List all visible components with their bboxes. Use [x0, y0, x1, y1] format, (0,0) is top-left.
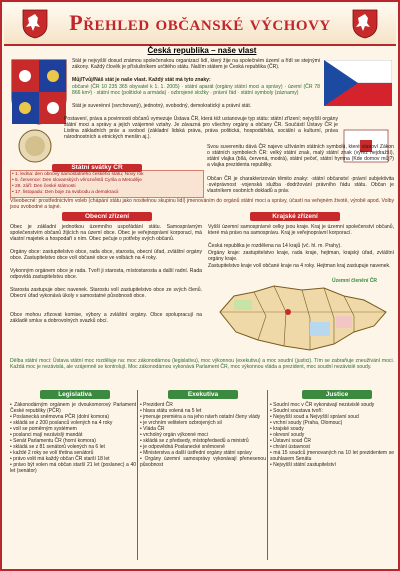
regional-text-1: Vyšší územní samosprávné celky jsou kraje. Kraj je územní společenství občanů, které má právo na samosprávu. Kraj je veřejnoprávní korporací. [208, 224, 394, 237]
list-item: • skládá se z předsedy, místopředsedů a ministrů [140, 438, 249, 444]
municipal-title: Obecní zřízení [62, 212, 152, 221]
holiday-list [12, 172, 202, 196]
list-item: • poslanci mají nezávislý mandát [10, 432, 83, 438]
list-item: • Ministerstva a další ústřední orgány státní správy [140, 450, 252, 456]
list-item: • chrání ústavnost [270, 444, 310, 450]
list-item: • Orgány územní samosprávy vykonávají přenesenou působnost [140, 456, 266, 468]
list-item: • Soudní moc v ČR vykonávají nezávislé soudy [270, 402, 375, 408]
executive-list [140, 402, 266, 468]
list-item: • právo volit má každý občan ČR starší 18 let [10, 456, 110, 462]
list-item: • je vrchním velitelem ozbrojených sil [140, 420, 222, 426]
column-divider [267, 390, 268, 560]
header [4, 4, 396, 46]
participation-text: Všeobecné: prostřednictvím voleb (chápání státu jako nositelnou skupinu lidí) jmenováním do orgánů státní moci a správy, účastí na veřejném životě, výrobě apod. Volby jsou svobodné a tajné. [10, 198, 394, 211]
municipal-text-3: Vykonným orgánem obce je rada. Tvoří ji starosta, místostarosta a další radní. Rada odpovídá zastupitelstvu obce. [10, 268, 202, 281]
list-item: • skládá se z 81 senátorů volených na 6 let [10, 444, 105, 450]
regional-text-2: Česká republika je rozdělena na 14 krajů (vč. hl. m. Prahy). [208, 243, 342, 249]
citizen-text: Občan ČR je charakterizován těmito znaky: ·státní občanství ·právní subjektivita ·svéprávnost ·vojenská služba ·dodržování právního řádu státu. Občan je vlastníkem osobních dokladů a práv. [207, 176, 394, 195]
holiday-item: • 1. ledna: den obnovy samostatného českého státu; Nový rok [12, 172, 144, 177]
holiday-item: • 28. září: Den české státnosti [12, 184, 76, 189]
page-title: Přehled občanské výchovy [69, 10, 331, 35]
list-item: • krajské soudy [270, 426, 304, 432]
list-item: • Vláda ČR [140, 426, 165, 432]
judicial-list [270, 402, 394, 468]
holiday-item: • 17. listopadu: Den boje za svobodu a demokracii [12, 190, 119, 195]
list-item: • je odpovědná Poslanecké sněmovně [140, 444, 225, 450]
state-character: Stát je suverénní (svrchovaný), jednotný, svobodný, demokratický a právní stát. [72, 103, 252, 109]
section-title: Česká republika – naše vlast [147, 46, 257, 55]
list-item: • Ústavní soud ČR [270, 438, 311, 444]
municipal-text-1: Obec je základní jednotkou územního uspořádání státu. Samosprávným společenstvím občanů žijících na území obce. Obec je veřejnoprávní korporací, má vlastní majetek a hospodaří s ním. Obec pečuje o potřeby svých občanů. [10, 224, 202, 243]
regional-text-4: Zastupitelstvo kraje volí občané kraje na 4 roky. Hejtman kraj zastupuje navenek. [208, 263, 391, 269]
list-item: • okresní soudy [270, 432, 305, 438]
column-divider [137, 390, 138, 560]
list-item: • má 15 soudců jmenovaných na 10 let prezidentem se souhlasem Senátu [270, 450, 394, 462]
coat-of-arms-icon [22, 9, 48, 39]
list-item: • Prezident ČR [140, 402, 173, 408]
regions-map [214, 282, 392, 354]
list-item: • Soudní soustava tvoří: [270, 408, 323, 414]
list-item: • Senát Parlamentu ČR (horní komora) [10, 438, 96, 444]
list-item: • každé 2 roky se volí třetina senátorů [10, 450, 94, 456]
list-item: • Nejvyšší soud a Nejvyšší správní soud [270, 414, 359, 420]
municipal-text-2: Orgány obce: zastupitelstvo obce, rada obce, starosta, obecní úřad, zvláštní orgány obce. Zastupitelstvo obce volí občané obce ve volbách na 4 roky. [10, 249, 202, 262]
separation-text: Dělba státní moci: Ústava státní moc rozděluje na: moc zákonodárnou (legislativu), moc výkonnou (exekutivu) a moc soudní (justici). Tím se zabraňuje zneužívání moci. Každá moc je nezávislá, ale vzájemně se kontrolují. Moc zákonodárnou vykonává Parlament ČR, moc výkonnou vláda a prezident, moc soudní nezávislé soudy. [10, 358, 394, 371]
constitution-text: Postavení, práva a povinnosti občanů vymezuje Ústava ČR, která též ustanovuje typ státu: státní zřízení; nejvyšší orgány státní moci a správy a jejich vzájemné vztahy. Je závazná pro všechny orgány a občany ČR. Součástí Ústavy ČR je Listina základních práv a svobod (základní lidská práva, práva politická, hospodářská, sociální a kulturní, práva národnostních a etnických menšin aj.). [64, 116, 338, 141]
list-item: • vrcholný orgán výkonné moci [140, 432, 208, 438]
municipal-text-5: Obce mohou zřizovat komise, výbory a zvláštní orgány. Obce spolupracují na základě smluv a dobrovolných svazků obcí. [10, 312, 202, 325]
list-item: • Nejvyšší státní zastupitelství [270, 462, 336, 468]
list-item: • právo být volen má občan starší 21 let (poslanec) a 40 let (senátor) [10, 462, 136, 474]
state-seal-icon [10, 128, 60, 164]
regional-title: Krajské zřízení [250, 212, 340, 221]
executive-title: Exekutiva [168, 390, 238, 399]
judicial-title: Justice [302, 390, 372, 399]
great-coat-of-arms-icon [10, 58, 68, 126]
list-item: • Zákonodárným orgánem je dvoukomorový Parlament České republiky (PČR) [10, 402, 136, 414]
intro-text-2: Můj/Tvůj/Náš stát je naše vlast. Každý stát má tyto znaky: [72, 77, 211, 83]
map-caption: Územní členění ČR [332, 278, 378, 284]
symbols-text: Svou suverenitu dává ČR najevo užíváním státních symbolů, které stanoví Zákon o státních symbolech ČR: velký státní znak, malý státní znak (výřez nejdražší), státní vlajka (bílá, červená, modrá), státní pečeť, státní hymna (Kde domov můj?) a vlajka prezidenta republiky. [207, 144, 394, 169]
holiday-item: • 5. července: Den slovanských věrozvěstů Cyrila a Metoděje [12, 178, 142, 183]
coat-of-arms-icon [352, 9, 378, 39]
intro-text-1: Stát je nejvyšší dosud známou společenskou organizací lidí, který žije na společném území a řídí se stejnými zákony. Každý člověk je příslušníkem určitého státu. Naším státem je Česká republika (ČR). [72, 58, 320, 71]
state-attributes: občané (ČR 10 235 365 obyvatel k 1. 1. 2005) · státní aparát (orgány státní moci a správy) · území (ČR 78 866 km²) · státní moc (politické a armáda) · ozbrojené složky · právní řád · státní symboly (záznamy) [72, 84, 320, 97]
list-item: • skládá se z 200 poslanců volených na 4 roky [10, 420, 113, 426]
legislative-list [10, 402, 136, 474]
list-item: • hlava státu volená na 5 let [140, 408, 202, 414]
municipal-text-4: Starosta zastupuje obec navenek. Starostu volí zastupitelstvo obce ze svých členů. Obecní úřad vykonává úkoly v samostatné působnosti obce. [10, 287, 202, 300]
list-item: • Poslanecká sněmovna PČR (dolní komora) [10, 414, 110, 420]
list-item: • vrchní soudy (Praha, Olomouc) [270, 420, 343, 426]
state-flag-icon [324, 60, 392, 106]
legislative-title: Legislativa [40, 390, 110, 399]
list-item: • volí se poměrným systémem [10, 426, 77, 432]
holidays-title: Státní svátky ČR [52, 164, 142, 172]
regional-text-3: Orgány kraje: zastupitelstvo kraje, rada kraje, hejtman, krajský úřad, zvláštní orgány kraje. [208, 250, 394, 263]
list-item: • jmenuje premiéra a na jeho návrh ostatní členy vlády [140, 414, 261, 420]
